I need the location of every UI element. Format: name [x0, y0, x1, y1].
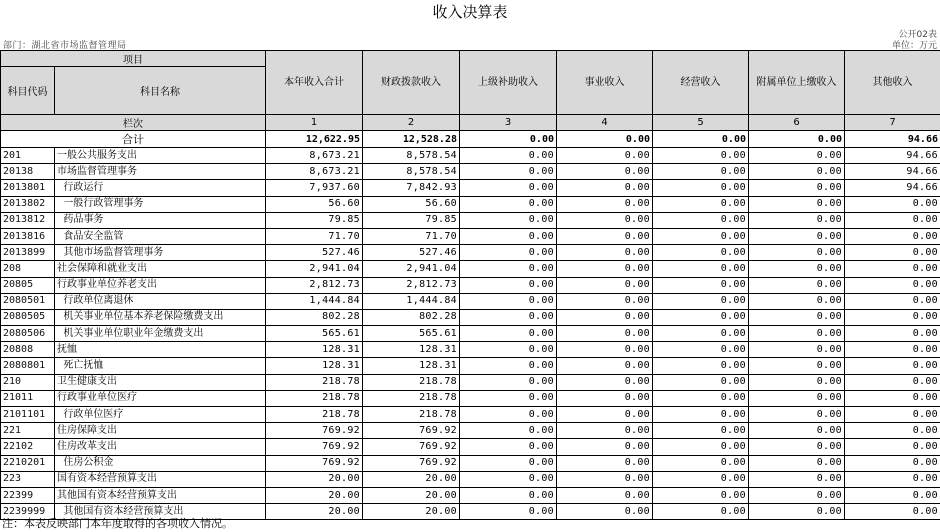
- subject-name-cell: 国有资本经营预算支出: [55, 471, 266, 487]
- amount-cell: 0.00: [653, 277, 749, 293]
- header-subject-name: 科目名称: [55, 67, 266, 115]
- amount-cell: 0.00: [460, 471, 557, 487]
- amount-cell: 0.00: [557, 293, 653, 309]
- amount-cell: 0.00: [653, 504, 749, 520]
- amount-cell: 0.00: [845, 455, 940, 471]
- amount-cell: 0.00: [749, 455, 845, 471]
- table-row: [1, 407, 940, 423]
- subject-code-cell: 2101101: [1, 407, 55, 423]
- table-row: [1, 423, 940, 439]
- amount-cell: 0.00: [653, 374, 749, 390]
- amount-cell: 0.00: [845, 196, 940, 212]
- amount-cell: 0.00: [557, 471, 653, 487]
- amount-cell: 769.92: [363, 423, 460, 439]
- subject-name-cell: 住房改革支出: [55, 439, 266, 455]
- amount-cell: 0.00: [557, 407, 653, 423]
- subject-name-cell: 药品事务: [55, 212, 266, 228]
- amount-cell: 769.92: [363, 455, 460, 471]
- amount-cell: 0.00: [460, 164, 557, 180]
- amount-cell: 769.92: [266, 423, 363, 439]
- table-row: [1, 196, 940, 212]
- amount-cell: 0.00: [653, 228, 749, 244]
- amount-cell: 565.61: [266, 326, 363, 342]
- amount-cell: 0.00: [557, 504, 653, 520]
- amount-cell: 0.00: [749, 342, 845, 358]
- amount-cell: 0.00: [845, 277, 940, 293]
- subject-code-cell: 2080505: [1, 309, 55, 325]
- amount-cell: 802.28: [266, 309, 363, 325]
- table-row: [1, 390, 940, 406]
- amount-cell: 0.00: [557, 196, 653, 212]
- amount-cell: 0.00: [557, 245, 653, 261]
- subject-name-cell: 一般公共服务支出: [55, 148, 266, 164]
- amount-cell: 0.00: [749, 228, 845, 244]
- amount-cell: 0.00: [653, 261, 749, 277]
- table-row: [1, 358, 940, 374]
- subject-name-cell: 一般行政管理事务: [55, 196, 266, 212]
- amount-cell: 0.00: [653, 293, 749, 309]
- amount-cell: 0.00: [749, 390, 845, 406]
- subject-name-cell: 食品安全监管: [55, 228, 266, 244]
- subject-name-cell: 机关事业单位基本养老保险缴费支出: [55, 309, 266, 325]
- table-body: [1, 51, 940, 520]
- amount-cell: 0.00: [460, 455, 557, 471]
- amount-cell: 8,673.21: [266, 164, 363, 180]
- amount-cell: 0.00: [749, 471, 845, 487]
- amount-cell: 0.00: [460, 358, 557, 374]
- header-affiliated-income: 附属单位上缴收入: [749, 51, 845, 115]
- table-row: [1, 180, 940, 196]
- table-row: [1, 471, 940, 487]
- amount-cell: 0.00: [749, 261, 845, 277]
- table-row: [1, 293, 940, 309]
- amount-cell: 0.00: [557, 390, 653, 406]
- amount-cell: 0.00: [460, 277, 557, 293]
- amount-cell: 218.78: [266, 407, 363, 423]
- amount-cell: 527.46: [266, 245, 363, 261]
- subject-name-cell: 抚恤: [55, 342, 266, 358]
- amount-cell: 218.78: [363, 374, 460, 390]
- amount-cell: 79.85: [266, 212, 363, 228]
- amount-cell: 0.00: [845, 504, 940, 520]
- subject-code-cell: 2210201: [1, 455, 55, 471]
- form-code: 公开02表: [898, 30, 937, 40]
- subject-name-cell: 死亡抚恤: [55, 358, 266, 374]
- subject-code-cell: 2013816: [1, 228, 55, 244]
- amount-cell: 128.31: [266, 358, 363, 374]
- table-row: [1, 374, 940, 390]
- header-subject-code: 科目代码: [1, 67, 55, 115]
- amount-cell: 0.00: [749, 309, 845, 325]
- amount-cell: 0.00: [845, 309, 940, 325]
- total-value-cell: 0.00: [557, 131, 653, 148]
- amount-cell: 0.00: [845, 245, 940, 261]
- amount-cell: 128.31: [363, 358, 460, 374]
- subject-name-cell: 其他国有资本经营预算支出: [55, 487, 266, 503]
- table-row: [1, 245, 940, 261]
- table-row: [1, 228, 940, 244]
- amount-cell: 0.00: [557, 261, 653, 277]
- subject-name-cell: 住房公积金: [55, 455, 266, 471]
- header-other-income: 其他收入: [845, 51, 940, 115]
- amount-cell: 20.00: [363, 504, 460, 520]
- amount-cell: 0.00: [460, 245, 557, 261]
- subject-code-cell: 2013899: [1, 245, 55, 261]
- amount-cell: 0.00: [557, 326, 653, 342]
- amount-cell: 0.00: [749, 277, 845, 293]
- amount-cell: 0.00: [653, 309, 749, 325]
- total-value-cell: 0.00: [460, 131, 557, 148]
- amount-cell: 0.00: [460, 390, 557, 406]
- amount-cell: 0.00: [749, 423, 845, 439]
- amount-cell: 2,941.04: [363, 261, 460, 277]
- amount-cell: 94.66: [845, 180, 940, 196]
- column-number-cell: 3: [460, 115, 557, 131]
- subject-code-cell: 221: [1, 423, 55, 439]
- amount-cell: 0.00: [845, 374, 940, 390]
- amount-cell: 8,578.54: [363, 164, 460, 180]
- amount-cell: 0.00: [557, 439, 653, 455]
- amount-cell: 0.00: [460, 212, 557, 228]
- table-row: [1, 487, 940, 503]
- amount-cell: 2,812.73: [363, 277, 460, 293]
- amount-cell: 218.78: [266, 374, 363, 390]
- amount-cell: 71.70: [266, 228, 363, 244]
- amount-cell: 0.00: [845, 261, 940, 277]
- amount-cell: 0.00: [653, 358, 749, 374]
- amount-cell: 0.00: [460, 423, 557, 439]
- amount-cell: 0.00: [557, 374, 653, 390]
- amount-cell: 0.00: [749, 487, 845, 503]
- column-number-cell: 4: [557, 115, 653, 131]
- amount-cell: 0.00: [460, 309, 557, 325]
- total-label: 合计: [1, 131, 266, 148]
- amount-cell: 7,842.93: [363, 180, 460, 196]
- subject-code-cell: 22102: [1, 439, 55, 455]
- amount-cell: 0.00: [557, 309, 653, 325]
- subject-name-cell: 行政事业单位医疗: [55, 390, 266, 406]
- table-row: [1, 277, 940, 293]
- subject-code-cell: 2080501: [1, 293, 55, 309]
- amount-cell: 0.00: [653, 439, 749, 455]
- header-operating-income: 经营收入: [653, 51, 749, 115]
- column-number-cell: 7: [845, 115, 940, 131]
- total-value-cell: 12,528.28: [363, 131, 460, 148]
- amount-cell: 0.00: [845, 487, 940, 503]
- total-value-cell: 0.00: [749, 131, 845, 148]
- amount-cell: 0.00: [845, 342, 940, 358]
- amount-cell: 0.00: [653, 342, 749, 358]
- subject-code-cell: 21011: [1, 390, 55, 406]
- amount-cell: 94.66: [845, 148, 940, 164]
- amount-cell: 0.00: [653, 390, 749, 406]
- subject-code-cell: 2013802: [1, 196, 55, 212]
- column-number-label: 栏次: [1, 115, 266, 131]
- amount-cell: 769.92: [363, 439, 460, 455]
- subject-code-cell: 2013801: [1, 180, 55, 196]
- header-fiscal-income: 财政拨款收入: [363, 51, 460, 115]
- column-number-cell: 2: [363, 115, 460, 131]
- amount-cell: 20.00: [266, 504, 363, 520]
- subject-code-cell: 208: [1, 261, 55, 277]
- amount-cell: 128.31: [363, 342, 460, 358]
- amount-cell: 0.00: [460, 293, 557, 309]
- table-row: [1, 326, 940, 342]
- unit-label: 单位：万元: [891, 41, 937, 51]
- amount-cell: 8,578.54: [363, 148, 460, 164]
- table-row: [1, 439, 940, 455]
- amount-cell: 20.00: [363, 471, 460, 487]
- amount-cell: 56.60: [363, 196, 460, 212]
- subject-code-cell: 2080506: [1, 326, 55, 342]
- amount-cell: 0.00: [653, 212, 749, 228]
- amount-cell: 8,673.21: [266, 148, 363, 164]
- amount-cell: 0.00: [749, 164, 845, 180]
- amount-cell: 0.00: [749, 326, 845, 342]
- amount-cell: 0.00: [460, 374, 557, 390]
- amount-cell: 56.60: [266, 196, 363, 212]
- total-value-cell: 0.00: [653, 131, 749, 148]
- amount-cell: 0.00: [845, 390, 940, 406]
- amount-cell: 0.00: [460, 487, 557, 503]
- amount-cell: 0.00: [460, 228, 557, 244]
- amount-cell: 0.00: [845, 326, 940, 342]
- amount-cell: 218.78: [266, 390, 363, 406]
- subject-name-cell: 行政运行: [55, 180, 266, 196]
- subject-name-cell: 行政单位离退休: [55, 293, 266, 309]
- subject-name-cell: 市场监督管理事务: [55, 164, 266, 180]
- amount-cell: 0.00: [557, 455, 653, 471]
- subject-code-cell: 223: [1, 471, 55, 487]
- column-number-cell: 1: [266, 115, 363, 131]
- subject-name-cell: 其他市场监督管理事务: [55, 245, 266, 261]
- amount-cell: 71.70: [363, 228, 460, 244]
- header-total-income: 本年收入合计: [266, 51, 363, 115]
- table-row: [1, 342, 940, 358]
- department-label: 部门：湖北省市场监督管理局: [3, 41, 127, 51]
- amount-cell: 0.00: [845, 358, 940, 374]
- amount-cell: 1,444.84: [266, 293, 363, 309]
- amount-cell: 0.00: [749, 439, 845, 455]
- income-table: [0, 50, 940, 520]
- total-value-cell: 94.66: [845, 131, 940, 148]
- amount-cell: 218.78: [363, 407, 460, 423]
- amount-cell: 0.00: [845, 439, 940, 455]
- amount-cell: 0.00: [557, 212, 653, 228]
- total-row: [1, 131, 940, 148]
- subject-code-cell: 2080801: [1, 358, 55, 374]
- amount-cell: 0.00: [557, 423, 653, 439]
- subject-name-cell: 行政事业单位养老支出: [55, 277, 266, 293]
- amount-cell: 0.00: [653, 196, 749, 212]
- amount-cell: 0.00: [845, 407, 940, 423]
- amount-cell: 0.00: [460, 439, 557, 455]
- amount-cell: 0.00: [845, 228, 940, 244]
- amount-cell: 7,937.60: [266, 180, 363, 196]
- amount-cell: 0.00: [749, 293, 845, 309]
- amount-cell: 0.00: [749, 212, 845, 228]
- amount-cell: 94.66: [845, 164, 940, 180]
- amount-cell: 0.00: [749, 245, 845, 261]
- amount-cell: 0.00: [557, 180, 653, 196]
- table-row: [1, 148, 940, 164]
- amount-cell: 79.85: [363, 212, 460, 228]
- amount-cell: 0.00: [460, 342, 557, 358]
- subject-code-cell: 201: [1, 148, 55, 164]
- amount-cell: 2,812.73: [266, 277, 363, 293]
- table-row: [1, 261, 940, 277]
- amount-cell: 0.00: [653, 471, 749, 487]
- header-superior-subsidy: 上级补助收入: [460, 51, 557, 115]
- subject-name-cell: 社会保障和就业支出: [55, 261, 266, 277]
- amount-cell: 128.31: [266, 342, 363, 358]
- amount-cell: 20.00: [266, 487, 363, 503]
- table-row: [1, 212, 940, 228]
- amount-cell: 0.00: [460, 326, 557, 342]
- amount-cell: 0.00: [557, 358, 653, 374]
- subject-code-cell: 22399: [1, 487, 55, 503]
- amount-cell: 0.00: [845, 293, 940, 309]
- amount-cell: 0.00: [557, 228, 653, 244]
- subject-name-cell: 其他国有资本经营预算支出: [55, 504, 266, 520]
- amount-cell: 0.00: [460, 407, 557, 423]
- amount-cell: 1,444.84: [363, 293, 460, 309]
- subject-code-cell: 20805: [1, 277, 55, 293]
- amount-cell: 0.00: [749, 504, 845, 520]
- amount-cell: 0.00: [557, 487, 653, 503]
- column-number-cell: 6: [749, 115, 845, 131]
- amount-cell: 0.00: [653, 487, 749, 503]
- total-value-cell: 12,622.95: [266, 131, 363, 148]
- amount-cell: 0.00: [749, 180, 845, 196]
- subject-name-cell: 行政单位医疗: [55, 407, 266, 423]
- subject-name-cell: 卫生健康支出: [55, 374, 266, 390]
- amount-cell: 0.00: [749, 374, 845, 390]
- amount-cell: 0.00: [845, 212, 940, 228]
- subject-code-cell: 20138: [1, 164, 55, 180]
- table-note: 注：本表反映部门本年度取得的各项收入情况。: [2, 517, 233, 530]
- column-number-cell: 5: [653, 115, 749, 131]
- amount-cell: 0.00: [749, 196, 845, 212]
- amount-cell: 20.00: [363, 487, 460, 503]
- subject-code-cell: 20808: [1, 342, 55, 358]
- amount-cell: 769.92: [266, 455, 363, 471]
- amount-cell: 802.28: [363, 309, 460, 325]
- amount-cell: 20.00: [266, 471, 363, 487]
- header-item: 项目: [1, 51, 266, 67]
- amount-cell: 0.00: [749, 407, 845, 423]
- subject-code-cell: 2013812: [1, 212, 55, 228]
- amount-cell: 0.00: [460, 196, 557, 212]
- amount-cell: 0.00: [460, 148, 557, 164]
- subject-code-cell: 210: [1, 374, 55, 390]
- page-title: 收入决算表: [432, 3, 508, 21]
- table-row: [1, 164, 940, 180]
- amount-cell: 0.00: [460, 180, 557, 196]
- subject-name-cell: 住房保障支出: [55, 423, 266, 439]
- amount-cell: 0.00: [557, 342, 653, 358]
- amount-cell: 0.00: [557, 148, 653, 164]
- amount-cell: 527.46: [363, 245, 460, 261]
- table-row: [1, 455, 940, 471]
- amount-cell: 0.00: [653, 407, 749, 423]
- amount-cell: 0.00: [653, 245, 749, 261]
- amount-cell: 0.00: [557, 277, 653, 293]
- header-business-income: 事业收入: [557, 51, 653, 115]
- amount-cell: 0.00: [653, 164, 749, 180]
- amount-cell: 0.00: [845, 423, 940, 439]
- amount-cell: 769.92: [266, 439, 363, 455]
- amount-cell: 0.00: [653, 455, 749, 471]
- amount-cell: 0.00: [653, 326, 749, 342]
- amount-cell: 0.00: [460, 261, 557, 277]
- amount-cell: 0.00: [653, 148, 749, 164]
- table-row: [1, 309, 940, 325]
- amount-cell: 218.78: [363, 390, 460, 406]
- amount-cell: 0.00: [460, 504, 557, 520]
- amount-cell: 565.61: [363, 326, 460, 342]
- amount-cell: 0.00: [653, 180, 749, 196]
- subject-name-cell: 机关事业单位职业年金缴费支出: [55, 326, 266, 342]
- amount-cell: 0.00: [749, 148, 845, 164]
- amount-cell: 0.00: [749, 358, 845, 374]
- amount-cell: 0.00: [557, 164, 653, 180]
- amount-cell: 0.00: [653, 423, 749, 439]
- amount-cell: 0.00: [845, 471, 940, 487]
- column-number-row: [1, 115, 940, 131]
- subject-code-cell: 2239999: [1, 504, 55, 520]
- amount-cell: 2,941.04: [266, 261, 363, 277]
